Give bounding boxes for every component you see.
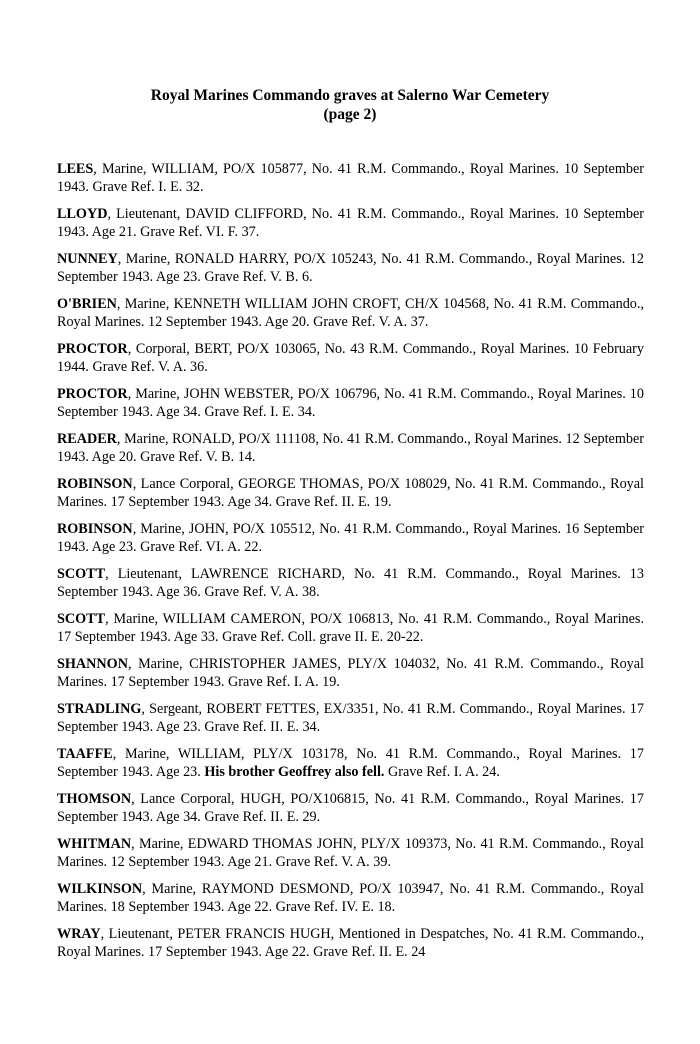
- title-line-2: (page 2): [323, 106, 377, 123]
- entry-surname: O'BRIEN: [57, 296, 117, 312]
- entry-surname: ROBINSON: [57, 476, 133, 492]
- entry-note: His brother Geoffrey also fell.: [204, 764, 385, 780]
- entry-details: , Marine, JOHN, PO/X 105512, No. 41 R.M. Commando., Royal Marines. 16 September 1943. Age 23. Grave Ref. VI. A. 22.: [57, 521, 644, 555]
- entry-surname: WRAY: [57, 926, 101, 942]
- entry-details-tail: Grave Ref. I. A. 24.: [384, 764, 500, 780]
- grave-entry: [57, 835, 644, 871]
- entry-details: , Lieutenant, PETER FRANCIS HUGH, Mentioned in Despatches, No. 41 R.M. Commando., Royal Marines. 17 September 1943. Age 22. Grave Ref. II. E. 24: [57, 926, 644, 960]
- entry-surname: LEES: [57, 161, 94, 177]
- title-line-1: Royal Marines Commando graves at Salerno War Cemetery: [150, 87, 550, 104]
- entry-surname: SHANNON: [57, 656, 128, 672]
- entry-details: , Marine, WILLIAM CAMERON, PO/X 106813, No. 41 R.M. Commando., Royal Marines. 17 September 1943. Age 33. Grave Ref. Coll. grave II. E. 20-22.: [57, 611, 644, 645]
- grave-entry: [57, 565, 644, 601]
- grave-entry: [57, 430, 644, 466]
- entry-surname: WILKINSON: [57, 881, 143, 897]
- entry-details: , Marine, RONALD, PO/X 111108, No. 41 R.M. Commando., Royal Marines. 12 September 1943. Age 20. Grave Ref. V. B. 14.: [57, 431, 644, 465]
- grave-entry: [57, 655, 644, 691]
- grave-entry: [57, 610, 644, 646]
- entry-details: , Lieutenant, DAVID CLIFFORD, No. 41 R.M. Commando., Royal Marines. 10 September 1943. Age 21. Grave Ref. VI. F. 37.: [57, 206, 644, 240]
- entry-details: , Marine, EDWARD THOMAS JOHN, PLY/X 109373, No. 41 R.M. Commando., Royal Marines. 12 September 1943. Age 21. Grave Ref. V. A. 39.: [57, 836, 644, 870]
- entry-surname: READER: [57, 431, 117, 447]
- grave-entry: [57, 340, 644, 376]
- entry-surname: SCOTT: [57, 611, 106, 627]
- entry-details: , Marine, JOHN WEBSTER, PO/X 106796, No. 41 R.M. Commando., Royal Marines. 10 September 1943. Age 34. Grave Ref. I. E. 34.: [57, 386, 644, 420]
- grave-entry: [57, 250, 644, 286]
- entry-details: , Marine, RAYMOND DESMOND, PO/X 103947, No. 41 R.M. Commando., Royal Marines. 18 September 1943. Age 22. Grave Ref. IV. E. 18.: [57, 881, 644, 915]
- entry-details: , Lance Corporal, HUGH, PO/X106815, No. 41 R.M. Commando., Royal Marines. 17 September 1943. Age 34. Grave Ref. II. E. 29.: [57, 791, 644, 825]
- entry-surname: SCOTT: [57, 566, 106, 582]
- grave-entry: [57, 385, 644, 421]
- page-title: [0, 86, 700, 124]
- entry-surname: LLOYD: [57, 206, 108, 222]
- entry-details: , Marine, WILLIAM, PLY/X 103178, No. 41 R.M. Commando., Royal Marines. 17 September 1943. Age 23.: [57, 746, 644, 780]
- entry-surname: WHITMAN: [57, 836, 132, 852]
- entry-details: , Lance Corporal, GEORGE THOMAS, PO/X 108029, No. 41 R.M. Commando., Royal Marines. 17 September 1943. Age 34. Grave Ref. II. E. 19.: [57, 476, 644, 510]
- grave-entry-list: [57, 160, 644, 970]
- entry-details: , Marine, RONALD HARRY, PO/X 105243, No. 41 R.M. Commando., Royal Marines. 12 September 1943. Age 23. Grave Ref. V. B. 6.: [57, 251, 644, 285]
- entry-surname: STRADLING: [57, 701, 142, 717]
- grave-entry: [57, 160, 644, 196]
- entry-details: , Marine, WILLIAM, PO/X 105877, No. 41 R.M. Commando., Royal Marines. 10 September 1943. Grave Ref. I. E. 32.: [57, 161, 644, 195]
- grave-entry: [57, 925, 644, 961]
- grave-entry: [57, 295, 644, 331]
- grave-entry: [57, 880, 644, 916]
- entry-details: , Sergeant, ROBERT FETTES, EX/3351, No. 41 R.M. Commando., Royal Marines. 17 September 1943. Age 23. Grave Ref. II. E. 34.: [57, 701, 644, 735]
- entry-surname: PROCTOR: [57, 386, 128, 402]
- entry-surname: THOMSON: [57, 791, 132, 807]
- entry-surname: PROCTOR: [57, 341, 128, 357]
- entry-details: , Lieutenant, LAWRENCE RICHARD, No. 41 R.M. Commando., Royal Marines. 13 September 1943. Age 36. Grave Ref. V. A. 38.: [57, 566, 644, 600]
- grave-entry: [57, 475, 644, 511]
- entry-surname: TAAFFE: [57, 746, 113, 762]
- entry-details: , Marine, KENNETH WILLIAM JOHN CROFT, CH/X 104568, No. 41 R.M. Commando., Royal Marines. 12 September 1943. Age 20. Grave Ref. V. A. 37.: [57, 296, 644, 330]
- grave-entry: [57, 700, 644, 736]
- entry-surname: NUNNEY: [57, 251, 118, 267]
- grave-entry: [57, 205, 644, 241]
- entry-details: , Corporal, BERT, PO/X 103065, No. 43 R.M. Commando., Royal Marines. 10 February 1944. Grave Ref. V. A. 36.: [57, 341, 644, 375]
- grave-entry: [57, 520, 644, 556]
- grave-entry: [57, 790, 644, 826]
- grave-entry: [57, 745, 644, 781]
- entry-surname: ROBINSON: [57, 521, 133, 537]
- entry-details: , Marine, CHRISTOPHER JAMES, PLY/X 104032, No. 41 R.M. Commando., Royal Marines. 17 September 1943. Grave Ref. I. A. 19.: [57, 656, 644, 690]
